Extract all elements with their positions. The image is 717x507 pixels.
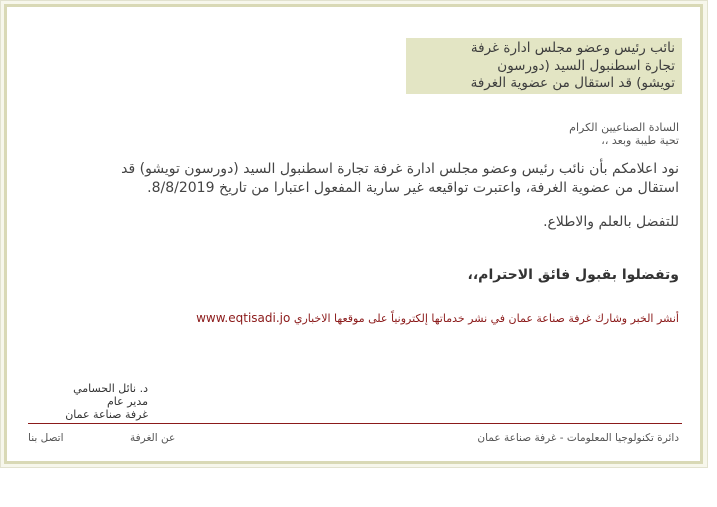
title-line-3: تويشو) قد استقال من عضوية الغرفة bbox=[470, 75, 675, 91]
greeting-salutation: تحية طيبة وبعد ،، bbox=[601, 134, 679, 147]
signature-block bbox=[28, 382, 148, 421]
title-line-1: نائب رئيس وعضو مجلس ادارة غرفة bbox=[470, 40, 675, 56]
share-line bbox=[119, 311, 679, 325]
footer-department: دائرة تكنولوجيا المعلومات - غرفة صناعة عمان bbox=[477, 432, 679, 444]
closing-line: وتفضلوا بقبول فائق الاحترام،، bbox=[467, 267, 679, 283]
greeting bbox=[279, 121, 679, 147]
share-text: أنشر الخبر وشارك غرفة صناعة عمان في نشر خدماتها إلكترونياً على موقعها الاخباري bbox=[293, 312, 679, 325]
notice-line: للتفضل بالعلم والاطلاع. bbox=[543, 214, 679, 230]
about-link[interactable]: عن الغرفة bbox=[130, 432, 176, 444]
signatory-org: غرفة صناعة عمان bbox=[65, 408, 148, 421]
signatory-position: مدير عام bbox=[106, 395, 148, 408]
news-site-link[interactable]: www.eqtisadi.jo bbox=[196, 311, 291, 325]
body-paragraph: نود اعلامكم بأن نائب رئيس وعضو مجلس ادارة غرفة تجارة اسطنبول السيد (دورسون تويشو) قد استقال من عضوية الغرفة، واعتبرت تواقيعه غير سارية المفعول اعتبارا من تاريخ 8/8/2019. bbox=[121, 161, 679, 196]
footer-divider bbox=[28, 423, 682, 424]
greeting-recipients: السادة الصناعيين الكرام bbox=[569, 121, 679, 134]
title-line-2: تجارة اسطنبول السيد (دورسون bbox=[497, 57, 675, 74]
contact-link[interactable]: اتصل بنا bbox=[28, 432, 64, 444]
page-title bbox=[375, 40, 675, 93]
signatory-name: د. نائل الحسامي bbox=[73, 382, 148, 395]
